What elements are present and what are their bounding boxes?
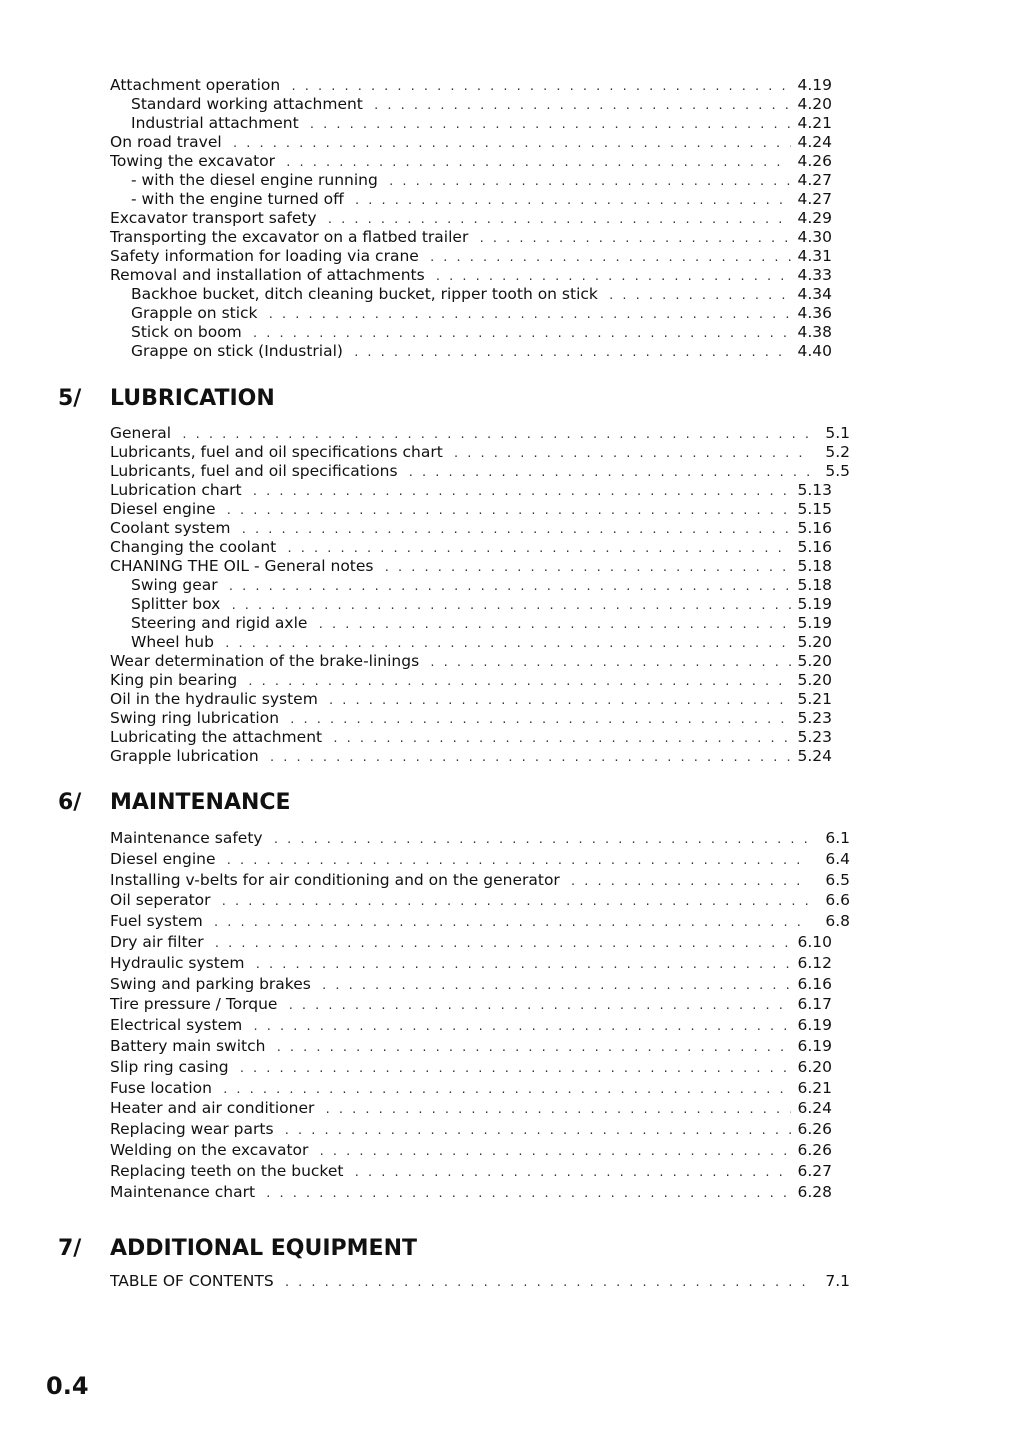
dot-leader — [247, 672, 791, 690]
toc-entry — [110, 171, 832, 190]
dot-leader — [429, 248, 792, 266]
toc-entry-page: 5.2 — [825, 443, 850, 461]
toc-entry-title: Tire pressure / Torque — [110, 995, 278, 1014]
toc-entry-title: Lubricants, fuel and oil specifications — [110, 462, 398, 480]
dot-leader — [222, 1080, 792, 1099]
toc-entry — [110, 890, 850, 911]
dot-leader — [324, 1100, 791, 1119]
toc-entry-page: 6.6 — [825, 891, 850, 910]
toc-entry-page: 4.31 — [797, 247, 832, 265]
toc-entry — [110, 595, 832, 614]
toc-entry — [110, 500, 832, 519]
dot-leader — [429, 653, 791, 671]
toc-entry-page: 6.16 — [797, 974, 832, 993]
toc-entry-title: Replacing wear parts — [110, 1120, 274, 1139]
dot-leader — [275, 1038, 791, 1057]
toc-entry-page: 5.19 — [797, 614, 832, 632]
toc-entry — [110, 932, 832, 953]
toc-section-6-list — [110, 828, 886, 1202]
toc-entry-title: - with the diesel engine running — [131, 171, 378, 189]
toc-entry-title: Steering and rigid axle — [131, 614, 308, 632]
dot-leader — [327, 210, 792, 228]
toc-entry — [110, 209, 832, 228]
toc-entry-title: Swing ring lubrication — [110, 709, 280, 727]
toc-entry-page: 5.16 — [797, 538, 832, 556]
toc-entry-page: 6.17 — [797, 995, 832, 1014]
dot-leader — [269, 748, 792, 766]
toc-entry-title: Heater and air conditioner — [110, 1099, 315, 1118]
toc-entry — [110, 1161, 832, 1182]
toc-entry-title: Wear determination of the brake-linings — [110, 652, 420, 670]
toc-entry-title: Swing gear — [131, 576, 218, 594]
toc-entry-title: Stick on boom — [131, 323, 242, 341]
toc-entry-title: Diesel engine — [110, 849, 216, 868]
toc-entry-title: Battery main switch — [110, 1036, 266, 1055]
toc-entry — [110, 652, 832, 671]
toc-section-4-list — [110, 76, 886, 361]
toc-entry — [110, 76, 832, 95]
toc-entry-page: 5.18 — [797, 576, 832, 594]
toc-entry-page: 6.8 — [825, 912, 850, 931]
dot-leader — [239, 1059, 792, 1078]
toc-entry-page: 5.5 — [825, 462, 850, 480]
toc-entry-page: 6.4 — [825, 849, 850, 868]
toc-entry — [110, 1015, 832, 1036]
toc-entry-title: Welding on the excavator — [110, 1140, 309, 1159]
toc-entry — [110, 870, 850, 891]
section-5-heading — [58, 386, 275, 412]
toc-entry — [110, 304, 832, 323]
toc-entry-page: 5.20 — [797, 652, 832, 670]
dot-leader — [317, 615, 791, 633]
toc-entry-page: 4.24 — [797, 133, 832, 151]
dot-leader — [478, 229, 791, 247]
toc-entry — [110, 190, 832, 209]
toc-entry-title: Installing v-belts for air conditioning and on the generator — [110, 870, 560, 889]
toc-entry — [110, 481, 832, 500]
dot-leader — [252, 482, 792, 500]
dot-leader — [408, 463, 810, 481]
dot-leader — [328, 691, 792, 709]
toc-entry — [110, 266, 832, 285]
toc-entry-page: 6.26 — [797, 1140, 832, 1159]
toc-entry-title: Coolant system — [110, 519, 231, 537]
toc-entry-title: Grapple on stick — [131, 304, 258, 322]
toc-entry-title: Splitter box — [131, 595, 221, 613]
toc-entry-title: - with the engine turned off — [131, 190, 344, 208]
toc-entry-page: 5.18 — [797, 557, 832, 575]
dot-leader — [232, 134, 792, 152]
dot-leader — [213, 913, 810, 932]
toc-entry-page: 4.34 — [797, 285, 832, 303]
dot-leader — [228, 577, 792, 595]
toc-entry-title: Wheel hub — [131, 633, 214, 651]
toc-entry-page: 7.1 — [825, 1272, 850, 1290]
toc-entry-title: Safety information for loading via crane — [110, 247, 419, 265]
dot-leader — [384, 558, 792, 576]
page-number: 0.4 — [46, 1372, 89, 1400]
toc-entry-page: 4.38 — [797, 323, 832, 341]
toc-entry-page: 4.27 — [797, 171, 832, 189]
toc-entry-page: 4.27 — [797, 190, 832, 208]
toc-entry — [110, 1078, 832, 1099]
toc-entry — [110, 1182, 832, 1203]
toc-entry-page: 5.23 — [797, 709, 832, 727]
dot-leader — [252, 1017, 791, 1036]
toc-entry-page: 5.16 — [797, 519, 832, 537]
toc-entry — [110, 1036, 832, 1057]
toc-entry-title: On road travel — [110, 133, 222, 151]
toc-entry-title: Hydraulic system — [110, 953, 245, 972]
toc-entry-page: 6.28 — [797, 1182, 832, 1201]
toc-entry-page: 4.36 — [797, 304, 832, 322]
dot-leader — [353, 343, 792, 361]
toc-entry — [110, 747, 832, 766]
toc-entry-page: 4.40 — [797, 342, 832, 360]
dot-leader — [285, 153, 791, 171]
toc-entry-page: 4.19 — [797, 76, 832, 94]
toc-entry — [110, 285, 832, 304]
dot-leader — [221, 892, 810, 911]
toc-entry-title: Swing and parking brakes — [110, 974, 311, 993]
dot-leader — [284, 1273, 810, 1291]
toc-entry-page: 6.24 — [797, 1099, 832, 1118]
toc-entry — [110, 974, 832, 995]
toc-entry-page: 4.33 — [797, 266, 832, 284]
toc-entry — [110, 576, 832, 595]
toc-entry-page: 5.1 — [825, 424, 850, 442]
toc-entry — [110, 911, 850, 932]
toc-entry-page: 4.21 — [797, 114, 832, 132]
toc-entry — [110, 1272, 850, 1291]
toc-entry — [110, 323, 832, 342]
toc-entry-title: Backhoe bucket, ditch cleaning bucket, ripper tooth on stick — [131, 285, 598, 303]
toc-entry — [110, 342, 832, 361]
toc-entry-title: Lubricating the attachment — [110, 728, 323, 746]
toc-entry-title: Dry air filter — [110, 932, 204, 951]
toc-entry — [110, 690, 832, 709]
section-6-title: MAINTENANCE — [110, 790, 291, 815]
toc-entry — [110, 538, 832, 557]
dot-leader — [570, 872, 810, 891]
toc-entry-title: Industrial attachment — [131, 114, 299, 132]
toc-entry-page: 4.29 — [797, 209, 832, 227]
toc-entry — [110, 709, 832, 728]
toc-entry-page: 5.20 — [797, 633, 832, 651]
toc-entry — [110, 519, 832, 538]
section-6-heading — [58, 790, 291, 816]
toc-entry-page: 5.19 — [797, 595, 832, 613]
toc-entry-title: Excavator transport safety — [110, 209, 317, 227]
toc-entry — [110, 849, 850, 870]
dot-leader — [284, 1121, 792, 1140]
toc-entry-title: King pin bearing — [110, 671, 238, 689]
toc-entry — [110, 1140, 832, 1161]
toc-entry — [110, 228, 832, 247]
toc-entry-page: 6.5 — [825, 870, 850, 889]
toc-entry-title: Oil in the hydraulic system — [110, 690, 318, 708]
dot-leader — [273, 830, 810, 849]
toc-entry-page: 4.30 — [797, 228, 832, 246]
toc-entry-title: Maintenance chart — [110, 1182, 256, 1201]
toc-entry — [110, 462, 850, 481]
toc-entry-page: 5.20 — [797, 671, 832, 689]
dot-leader — [265, 1184, 791, 1203]
toc-entry-title: Removal and installation of attachments — [110, 266, 425, 284]
toc-entry — [110, 114, 832, 133]
dot-leader — [254, 955, 791, 974]
toc-entry-title: Lubricants, fuel and oil specifications chart — [110, 443, 443, 461]
dot-leader — [287, 996, 791, 1015]
dot-leader — [353, 1163, 791, 1182]
toc-entry-page: 6.19 — [797, 1016, 832, 1035]
toc-entry — [110, 614, 832, 633]
dot-leader — [230, 596, 791, 614]
toc-entry-title: Fuse location — [110, 1078, 212, 1097]
toc-entry-title: Fuel system — [110, 912, 203, 931]
section-7-heading — [58, 1236, 417, 1262]
dot-leader — [332, 729, 791, 747]
toc-entry-page: 5.13 — [797, 481, 832, 499]
toc-entry-title: Transporting the excavator on a flatbed trailer — [110, 228, 469, 246]
dot-leader — [240, 520, 791, 538]
toc-entry-page: 6.19 — [797, 1036, 832, 1055]
toc-entry-title: Lubrication chart — [110, 481, 242, 499]
toc-entry-page: 6.26 — [797, 1120, 832, 1139]
toc-entry-title: General — [110, 424, 172, 442]
toc-section-7-list — [110, 1272, 886, 1291]
dot-leader — [354, 191, 792, 209]
toc-entry-title: Maintenance safety — [110, 829, 263, 847]
dot-leader — [290, 77, 791, 95]
section-5-number: 5/ — [58, 386, 82, 411]
toc-entry-title: Oil seperator — [110, 891, 211, 910]
toc-entry-title: Replacing teeth on the bucket — [110, 1161, 344, 1180]
toc-entry-title: Diesel engine — [110, 500, 216, 518]
toc-entry-page: 6.21 — [797, 1078, 832, 1097]
toc-entry — [110, 443, 850, 462]
toc-entry-title: Grappe on stick (Industrial) — [131, 342, 343, 360]
dot-leader — [226, 501, 792, 519]
dot-leader — [435, 267, 792, 285]
toc-entry — [110, 424, 850, 443]
section-6-number: 6/ — [58, 790, 82, 815]
toc-entry-title: Grapple lubrication — [110, 747, 259, 765]
dot-leader — [226, 851, 811, 870]
dot-leader — [453, 444, 810, 462]
dot-leader — [373, 96, 792, 114]
dot-leader — [388, 172, 792, 190]
toc-entry — [110, 953, 832, 974]
dot-leader — [252, 324, 792, 342]
dot-leader — [224, 634, 792, 652]
section-7-number: 7/ — [58, 1236, 82, 1261]
toc-entry-title: Slip ring casing — [110, 1057, 229, 1076]
section-7-title: ADDITIONAL EQUIPMENT — [110, 1236, 417, 1261]
toc-entry — [110, 828, 850, 849]
toc-entry-page: 6.10 — [797, 932, 832, 951]
toc-entry — [110, 152, 832, 171]
dot-leader — [608, 286, 792, 304]
toc-entry-page: 6.12 — [797, 953, 832, 972]
toc-entry — [110, 671, 832, 690]
toc-entry — [110, 633, 832, 652]
toc-entry — [110, 133, 832, 152]
toc-entry — [110, 994, 832, 1015]
toc-entry-page: 6.27 — [797, 1161, 832, 1180]
toc-entry-page: 6.20 — [797, 1057, 832, 1076]
dot-leader — [289, 710, 791, 728]
toc-entry — [110, 557, 832, 576]
toc-entry-page: 4.26 — [797, 152, 832, 170]
toc-entry — [110, 728, 832, 747]
dot-leader — [214, 934, 792, 953]
toc-entry-title: Towing the excavator — [110, 152, 276, 170]
dot-leader — [286, 539, 791, 557]
toc-entry — [110, 1098, 832, 1119]
dot-leader — [268, 305, 792, 323]
toc-entry-title: Electrical system — [110, 1016, 243, 1035]
toc-entry-page: 5.15 — [797, 500, 832, 518]
toc-entry-page: 6.1 — [825, 829, 850, 847]
dot-leader — [309, 115, 792, 133]
toc-entry-title: Changing the coolant — [110, 538, 277, 556]
toc-entry — [110, 1119, 832, 1140]
toc-section-5-list — [110, 424, 886, 766]
dot-leader — [318, 1142, 791, 1161]
toc-entry-page: 5.24 — [797, 747, 832, 765]
toc-entry — [110, 1057, 832, 1078]
toc-entry — [110, 247, 832, 266]
dot-leader — [321, 976, 792, 995]
toc-entry-title: Attachment operation — [110, 76, 281, 94]
toc-entry-page: 4.20 — [797, 95, 832, 113]
toc-entry — [110, 95, 832, 114]
toc-entry-page: 5.21 — [797, 690, 832, 708]
toc-entry-title: TABLE OF CONTENTS — [110, 1272, 274, 1290]
dot-leader — [181, 425, 810, 443]
section-5-title: LUBRICATION — [110, 386, 275, 411]
toc-entry-page: 5.23 — [797, 728, 832, 746]
toc-entry-title: CHANING THE OIL - General notes — [110, 557, 374, 575]
toc-entry-title: Standard working attachment — [131, 95, 363, 113]
